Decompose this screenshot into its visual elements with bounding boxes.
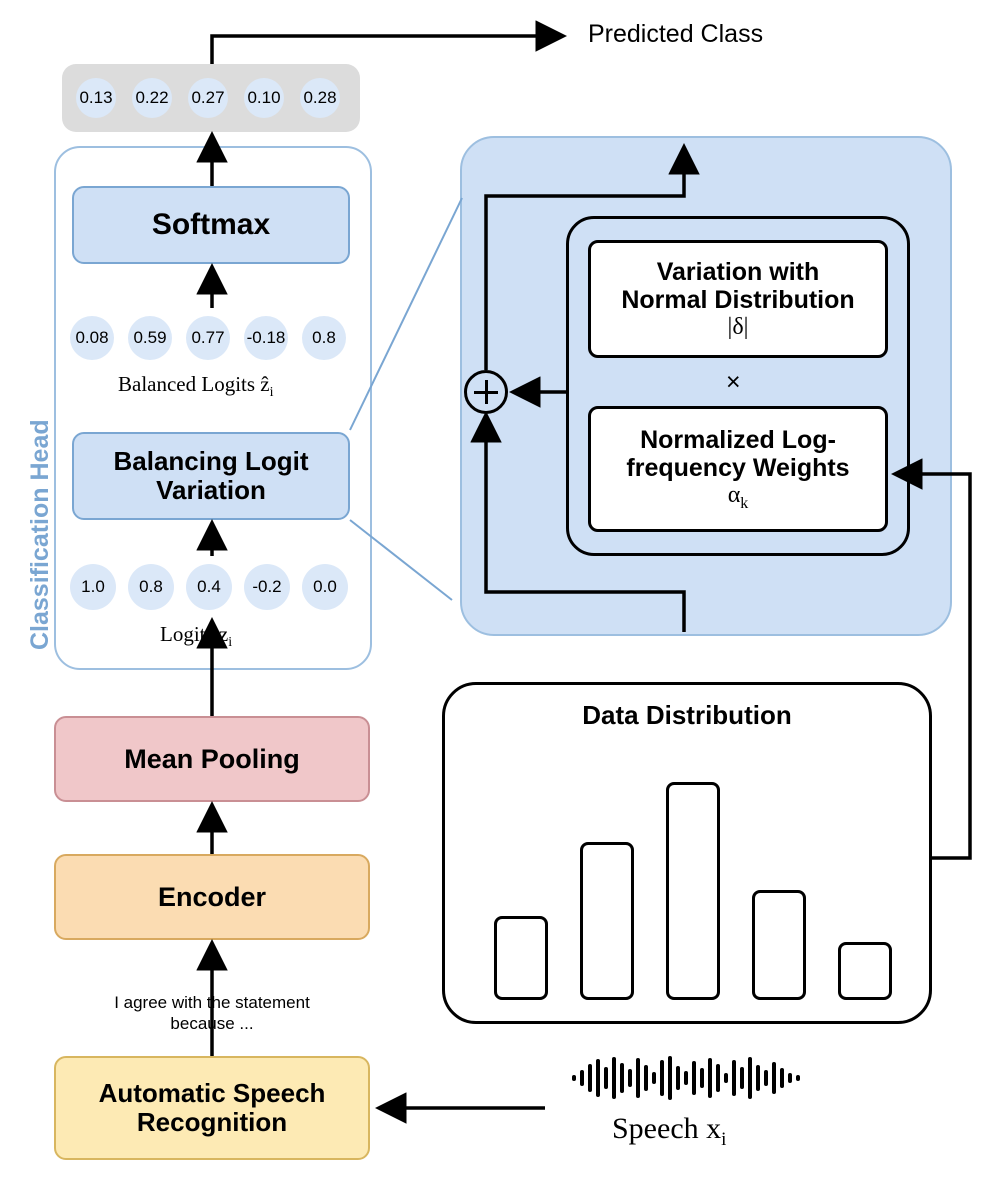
balanced-logits-caption [118,372,274,401]
variation-line2: Normal Distribution [621,285,855,314]
logit-value: 0.4 [186,564,232,610]
weights-line2: frequency Weights [626,453,850,482]
transcript-text: I agree with the statement because ... [114,993,310,1034]
weights-line1: Normalized Log- [640,425,836,454]
asr-box: Automatic Speech Recognition [54,1056,370,1160]
speech-waveform-icon [570,1056,810,1100]
weights-symbol-alpha: α [727,481,741,508]
balanced-logit-value: -0.18 [244,316,288,360]
probability-value: 0.22 [132,78,172,118]
bar-3 [666,782,720,1000]
logits-caption-text: Logits z [160,622,229,646]
logits-caption [160,622,232,651]
bar-4 [752,890,806,1000]
weights-symbol [728,482,749,513]
balanced-logit-value: 0.8 [302,316,346,360]
addition-operator-icon [464,370,508,414]
balanced-logit-value: 0.08 [70,316,114,360]
speech-label [612,1112,726,1151]
balancing-logit-variation-box: Balancing Logit Variation [72,432,350,520]
multiply-symbol: × [726,368,741,396]
data-distribution-title: Data Distribution [582,700,792,730]
variation-symbol: |δ| [727,313,749,340]
speech-label-text: Speech x [612,1112,722,1145]
balanced-logit-value: 0.59 [128,316,172,360]
bar-2 [580,842,634,1000]
variation-normal-distribution-box [588,240,888,358]
mean-pooling-box: Mean Pooling [54,716,370,802]
logit-value: -0.2 [244,564,290,610]
softmax-box: Softmax [72,186,350,264]
probability-value: 0.28 [300,78,340,118]
probability-value: 0.27 [188,78,228,118]
speech-label-sub: i [721,1129,727,1150]
logit-value: 0.0 [302,564,348,610]
logit-value: 0.8 [128,564,174,610]
bar-1 [494,916,548,1000]
data-distribution-bars [478,744,898,1000]
probability-value: 0.13 [76,78,116,118]
encoder-box: Encoder [54,854,370,940]
bar-5 [838,942,892,1000]
balanced-logit-value: 0.77 [186,316,230,360]
logits-caption-sub: i [228,635,233,651]
logit-value: 1.0 [70,564,116,610]
weights-symbol-sub: k [740,494,749,512]
classification-head-label: Classification Head [26,419,54,650]
balanced-logits-caption-sub: i [269,385,274,401]
probability-value: 0.10 [244,78,284,118]
variation-line1: Variation with [656,257,820,286]
balanced-logits-caption-text: Balanced Logits ẑ [118,372,270,396]
predicted-class-label: Predicted Class [588,20,764,48]
normalized-log-frequency-weights-box [588,406,888,532]
